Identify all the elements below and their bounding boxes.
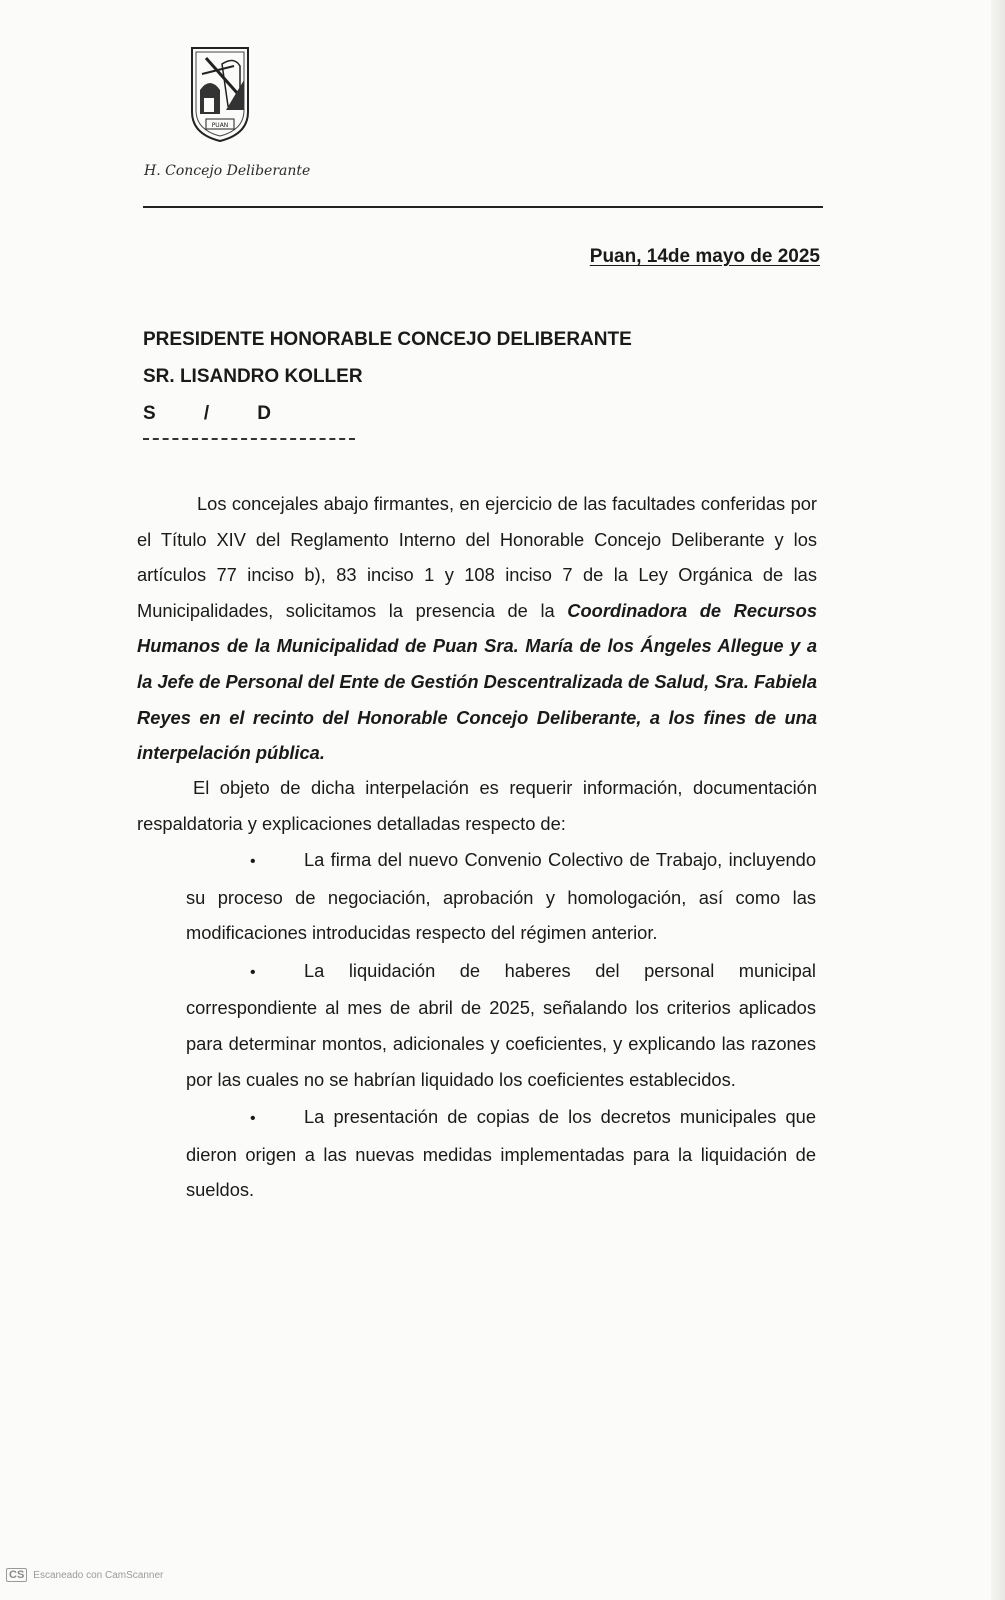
list-item — [186, 1099, 816, 1208]
paragraph-request — [137, 486, 817, 771]
paragraph-request-intro: Los concejales abajo firmantes, en ejercicio de las facultades conferidas por el Título XIV del Reglamento Interno del Honorable Concejo Deliberante y los artículos 77 inciso b), 83 inciso 1 y 108 inciso 7 de la Ley Orgánica de las Municipalidades, solicitamos la presencia de la — [137, 493, 817, 621]
camscanner-logo-icon: CS — [6, 1568, 27, 1582]
page-edge — [991, 0, 1005, 1600]
addressee-sd — [143, 395, 271, 432]
scanner-footer — [6, 1568, 163, 1582]
institution-name: H. Concejo Deliberante — [144, 163, 311, 179]
addressee-block — [143, 321, 632, 432]
addressee-name: SR. LISANDRO KOLLER — [143, 366, 363, 387]
scanner-text: Escaneado con CamScanner — [33, 1569, 164, 1581]
crest-label: PUAN — [211, 122, 229, 129]
list-item-text: La firma del nuevo Convenio Colectivo de Trabajo, incluyendo su proceso de negociación, aprobación y homologación, así como las modificaciones introducidas respecto del régimen anterior. — [186, 849, 816, 944]
letter-date: Puan, 14de mayo de 2025 — [589, 246, 820, 267]
addressee-title: PRESIDENTE HONORABLE CONCEJO DELIBERANTE — [143, 329, 632, 350]
crest-logo — [188, 44, 252, 144]
bullet-icon: • — [250, 1110, 256, 1128]
paragraph-purpose-text: El objeto de dicha interpelación es requerir información, documentación respaldatoria y explicaciones detalladas respecto de: — [137, 777, 817, 834]
paragraph-request-emphasis: Coordinadora de Recursos Humanos de la Municipalidad de Puan Sra. María de los Ángeles Allegue y a la Jefe de Personal del Ente de Gestión Descentralizada de Salud, Sra. Fabiela Reyes en el recinto del Honorable Concejo Deliberante, a los fines de una interpelación pública. — [137, 599, 817, 764]
list-item — [186, 953, 816, 1097]
bullet-icon: • — [250, 853, 256, 870]
sd-s: S — [143, 403, 156, 424]
list-item-text: La presentación de copias de los decretos municipales que dieron origen a las nuevas medidas implementadas para la liquidación de sueldos. — [186, 1106, 816, 1201]
request-items-list — [186, 842, 816, 1210]
sd-d: D — [257, 403, 271, 424]
paragraph-purpose — [137, 770, 817, 841]
sd-slash: / — [203, 403, 210, 424]
list-item — [186, 842, 816, 951]
list-item-text: La liquidación de haberes del personal municipal correspondiente al mes de abril de 2025, señalando los criterios aplicados para determinar montos, adicionales y coeficientes, y explicando las razones por las cuales no se habrían liquidado los coeficientes establecidos. — [186, 959, 816, 1090]
bullet-icon: • — [250, 963, 256, 981]
header-divider — [143, 206, 823, 208]
addressee-divider — [143, 438, 355, 440]
